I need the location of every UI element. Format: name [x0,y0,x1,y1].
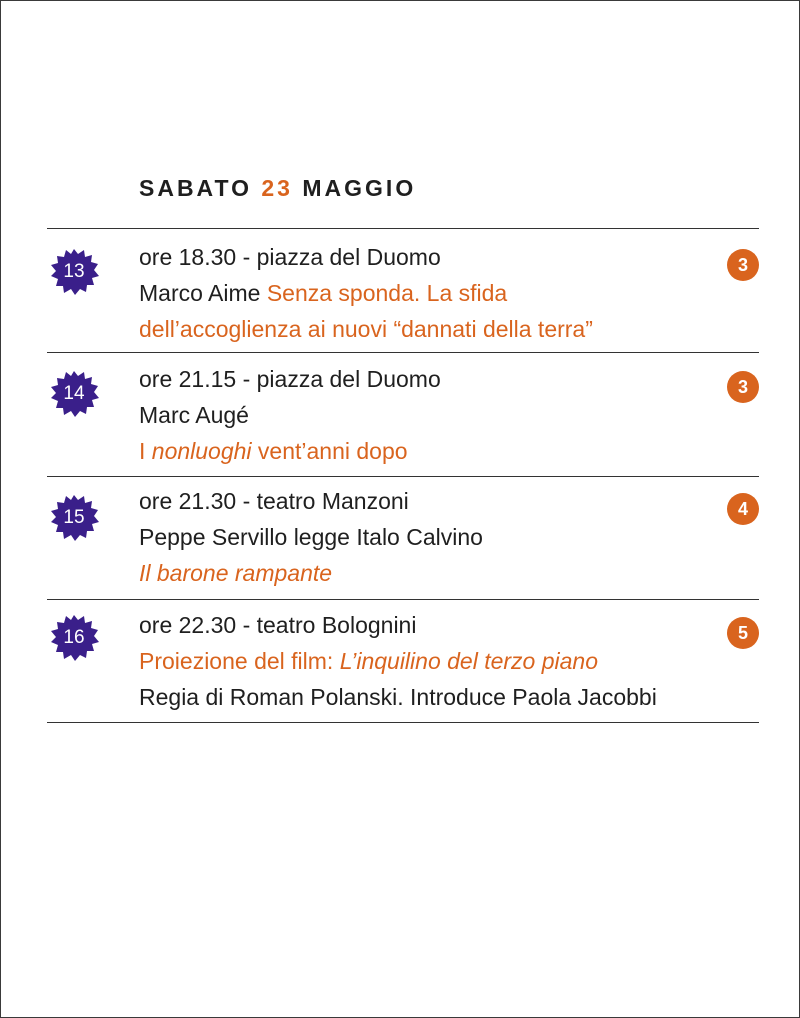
title-continued: dell’accoglienza ai nuovi “dannati della terra” [139,316,593,342]
author: Marc Augé [139,402,249,428]
event-details [139,239,699,347]
title-italic: nonluoghi [151,438,252,464]
title-italic: L’inquilino del terzo piano [339,648,599,674]
divider [47,352,759,353]
event-details [139,607,699,715]
title-prefix: Proiezione del film: [139,648,340,674]
event-13 [47,239,759,345]
time-place: ore 18.30 - piazza del Duomo [139,244,441,270]
time-place: ore 22.30 - teatro Bolognini [139,612,417,638]
event-15 [47,483,759,589]
venue-badge: 5 [727,617,759,649]
time-place: ore 21.30 - teatro Manzoni [139,488,409,514]
event-details [139,483,699,591]
event-number-badge [47,245,101,299]
event-number: 15 [63,507,85,528]
time-place: ore 21.15 - piazza del Duomo [139,366,441,392]
month-name: MAGGIO [302,175,417,201]
title-suffix: vent’anni dopo [251,438,408,464]
author: Peppe Servillo legge Italo Calvino [139,524,483,550]
day-date: 23 [261,175,293,201]
divider [47,228,759,229]
divider [47,599,759,600]
credits: Regia di Roman Polanski. Introduce Paola Jacobbi [139,684,657,710]
event-number: 16 [63,627,85,648]
day-header [139,175,416,202]
author: Marco Aime [139,280,261,306]
title [139,433,699,469]
title: Senza sponda. La sfida [266,280,508,306]
day-name: SABATO [139,175,252,201]
event-number-badge [47,491,101,545]
event-details [139,361,699,469]
event-number-badge [47,611,101,665]
venue-badge: 4 [727,493,759,525]
event-14 [47,361,759,467]
venue-badge: 3 [727,371,759,403]
event-16 [47,607,759,713]
title [139,643,699,679]
title-prefix: I [139,438,152,464]
title: Il barone rampante [139,560,333,586]
event-number: 13 [63,261,85,282]
event-number-badge [47,367,101,421]
venue-badge: 3 [727,249,759,281]
event-number: 14 [63,383,85,404]
divider [47,722,759,723]
divider [47,476,759,477]
